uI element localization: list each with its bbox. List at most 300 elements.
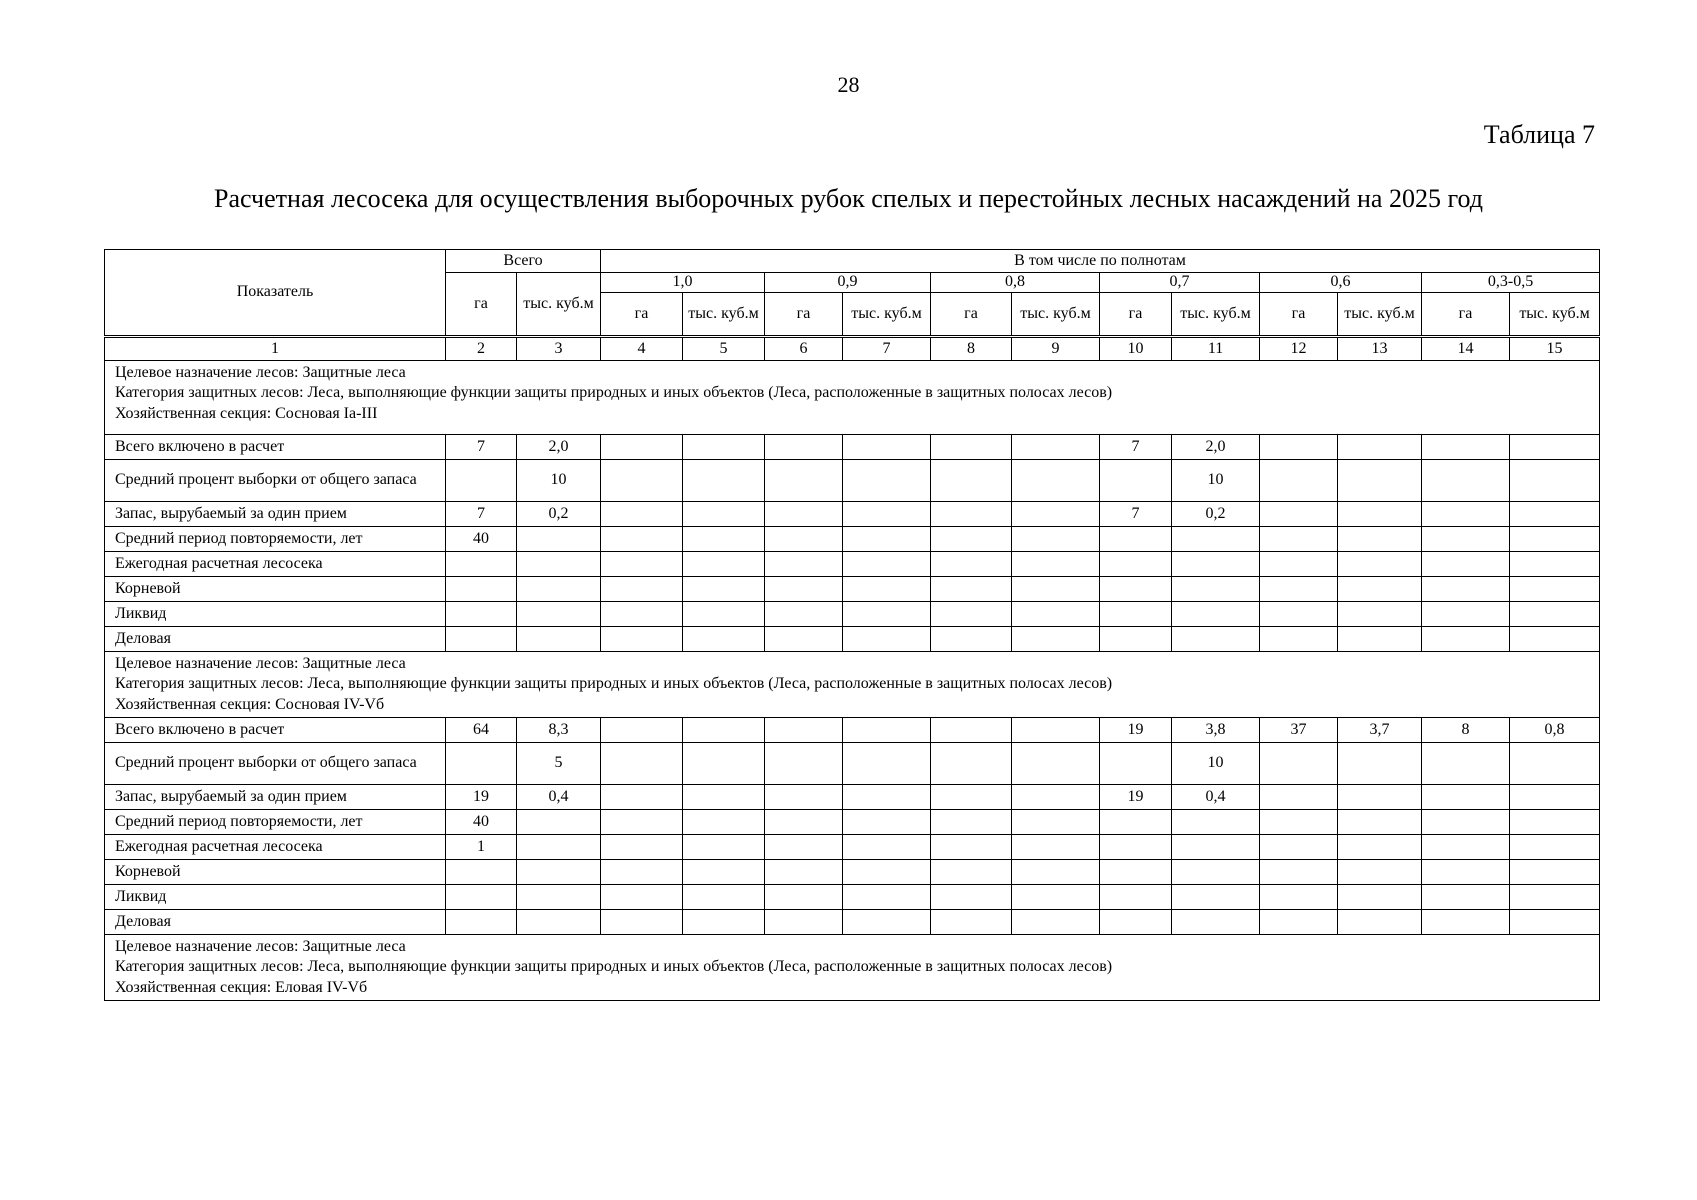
table-cell — [1338, 527, 1422, 552]
table-cell — [1422, 552, 1510, 577]
table-cell — [1422, 602, 1510, 627]
table-cell — [1012, 460, 1100, 502]
table-cell — [1510, 577, 1600, 602]
header-by-density: В том числе по полнотам — [601, 250, 1600, 273]
table-cell — [765, 910, 843, 935]
table-cell — [1510, 552, 1600, 577]
table-cell — [1260, 743, 1338, 785]
table-cell — [765, 435, 843, 460]
table-cell — [1172, 627, 1260, 652]
table-cell — [1422, 460, 1510, 502]
table-cell — [843, 527, 931, 552]
table-cell — [1172, 835, 1260, 860]
table-cell — [1422, 627, 1510, 652]
column-number-row — [105, 337, 1600, 361]
table-cell — [1422, 743, 1510, 785]
table-cell — [517, 527, 601, 552]
table-cell — [1422, 577, 1510, 602]
header-unit-ha: га — [765, 293, 843, 337]
table-cell — [517, 552, 601, 577]
column-number: 12 — [1260, 337, 1338, 361]
table-cell — [601, 910, 683, 935]
header-unit-volume: тыс. куб.м — [1012, 293, 1100, 337]
header-total-ha: га — [446, 273, 517, 337]
table-cell — [683, 718, 765, 743]
table-cell — [765, 835, 843, 860]
table-cell — [1260, 885, 1338, 910]
table-cell — [843, 743, 931, 785]
table-cell — [1338, 502, 1422, 527]
table-cell — [1510, 435, 1600, 460]
table-cell — [683, 552, 765, 577]
table-cell — [1012, 743, 1100, 785]
table-cell — [446, 460, 517, 502]
table-cell — [843, 835, 931, 860]
table-cell — [931, 910, 1012, 935]
table-cell — [931, 502, 1012, 527]
table-cell: 10 — [517, 460, 601, 502]
table-cell — [843, 810, 931, 835]
column-number: 10 — [1100, 337, 1172, 361]
table-cell — [517, 577, 601, 602]
table-cell — [601, 627, 683, 652]
table-cell — [843, 885, 931, 910]
table-cell — [683, 602, 765, 627]
table-cell — [683, 435, 765, 460]
table-cell — [843, 860, 931, 885]
section-line: Категория защитных лесов: Леса, выполняющие функции защиты природных и иных объектов (Леса, расположенные в защитных полосах лесов) — [115, 675, 1113, 693]
table-row — [105, 810, 1600, 835]
table-cell — [517, 860, 601, 885]
table-cell — [765, 602, 843, 627]
table-cell — [683, 785, 765, 810]
section-line: Целевое назначение лесов: Защитные леса — [115, 655, 406, 672]
table-cell — [601, 810, 683, 835]
header-unit-ha: га — [601, 293, 683, 337]
table-cell — [1338, 885, 1422, 910]
table-cell — [843, 577, 931, 602]
table-cell — [765, 718, 843, 743]
document-title: Расчетная лесосека для осуществления выборочных рубок спелых и перестойных лесных насаждений на 2025 год — [214, 184, 1483, 213]
table-cell — [931, 810, 1012, 835]
table-cell — [601, 885, 683, 910]
table-cell — [1012, 835, 1100, 860]
table-cell — [931, 577, 1012, 602]
table-cell — [1260, 552, 1338, 577]
header-density: 0,3-0,5 — [1422, 273, 1600, 293]
table-cell — [601, 552, 683, 577]
table-cell — [683, 502, 765, 527]
header-row-top — [105, 250, 1600, 273]
table-cell — [1100, 527, 1172, 552]
column-number: 14 — [1422, 337, 1510, 361]
table-cell — [1510, 860, 1600, 885]
table-cell — [1338, 602, 1422, 627]
table-cell — [843, 460, 931, 502]
table-cell: 8,3 — [517, 718, 601, 743]
table-cell — [931, 785, 1012, 810]
table-cell: 40 — [446, 527, 517, 552]
table-cell — [1260, 577, 1338, 602]
table-cell — [683, 627, 765, 652]
table-cell — [683, 860, 765, 885]
table-cell — [1012, 627, 1100, 652]
table-cell — [1100, 743, 1172, 785]
section-header-row — [105, 652, 1600, 718]
column-number: 15 — [1510, 337, 1600, 361]
row-label: Запас, вырубаемый за один прием — [105, 502, 446, 527]
table-row — [105, 602, 1600, 627]
table-cell — [517, 602, 601, 627]
table-cell — [1510, 743, 1600, 785]
section-header-row — [105, 361, 1600, 435]
table-cell — [1100, 910, 1172, 935]
table-cell — [1338, 860, 1422, 885]
table-cell — [931, 627, 1012, 652]
table-cell: 0,4 — [517, 785, 601, 810]
row-label: Средний период повторяемости, лет — [105, 527, 446, 552]
table-row — [105, 527, 1600, 552]
table-cell: 3,7 — [1338, 718, 1422, 743]
table-label: Таблица 7 — [1483, 120, 1595, 149]
table-cell — [931, 743, 1012, 785]
section-line: Категория защитных лесов: Леса, выполняющие функции защиты природных и иных объектов (Леса, расположенные в защитных полосах лесов) — [115, 958, 1113, 976]
table-row — [105, 460, 1600, 502]
header-total-volume: тыс. куб.м — [517, 273, 601, 337]
section-line: Целевое назначение лесов: Защитные леса — [115, 364, 406, 381]
table-cell: 64 — [446, 718, 517, 743]
table-cell: 7 — [446, 502, 517, 527]
table-cell — [765, 885, 843, 910]
table-cell — [1510, 527, 1600, 552]
table-cell: 10 — [1172, 460, 1260, 502]
table-cell — [1422, 835, 1510, 860]
table-cell — [1510, 502, 1600, 527]
table-cell: 2,0 — [517, 435, 601, 460]
column-number: 7 — [843, 337, 931, 361]
table-cell — [1260, 910, 1338, 935]
table-cell — [1338, 810, 1422, 835]
section-description — [105, 652, 1600, 718]
table-cell — [765, 810, 843, 835]
table-cell — [446, 910, 517, 935]
header-unit-volume: тыс. куб.м — [1510, 293, 1600, 337]
table-cell — [1338, 910, 1422, 935]
table-cell — [683, 460, 765, 502]
row-label: Корневой — [105, 577, 446, 602]
table-cell: 8 — [1422, 718, 1510, 743]
table-cell: 19 — [446, 785, 517, 810]
table-cell — [931, 602, 1012, 627]
table-cell: 19 — [1100, 785, 1172, 810]
table-cell — [931, 860, 1012, 885]
table-cell — [1012, 435, 1100, 460]
header-indicator: Показатель — [105, 250, 446, 337]
table-cell — [601, 527, 683, 552]
table-cell — [1100, 627, 1172, 652]
table-cell — [1172, 552, 1260, 577]
table-cell — [1100, 460, 1172, 502]
page-number: 28 — [837, 72, 860, 97]
table-cell — [765, 577, 843, 602]
row-label: Запас, вырубаемый за один прием — [105, 785, 446, 810]
table-cell: 10 — [1172, 743, 1260, 785]
table-cell: 37 — [1260, 718, 1338, 743]
table-cell — [683, 835, 765, 860]
table-cell: 0,8 — [1510, 718, 1600, 743]
table-cell — [931, 718, 1012, 743]
table-cell — [1012, 602, 1100, 627]
table-cell: 0,2 — [1172, 502, 1260, 527]
table-row — [105, 910, 1600, 935]
table-cell — [683, 743, 765, 785]
table-cell — [1510, 785, 1600, 810]
header-unit-ha: га — [1260, 293, 1338, 337]
table-cell — [1422, 810, 1510, 835]
table-cell — [931, 552, 1012, 577]
table-cell — [1172, 602, 1260, 627]
row-label: Корневой — [105, 860, 446, 885]
table-cell: 0,4 — [1172, 785, 1260, 810]
table-cell — [1012, 718, 1100, 743]
table-cell — [1260, 527, 1338, 552]
header-unit-volume: тыс. куб.м — [1338, 293, 1422, 337]
row-label: Деловая — [105, 627, 446, 652]
column-number: 5 — [683, 337, 765, 361]
row-label: Ежегодная расчетная лесосека — [105, 835, 446, 860]
header-unit-volume: тыс. куб.м — [683, 293, 765, 337]
table-cell — [1338, 627, 1422, 652]
table-row — [105, 627, 1600, 652]
table-cell — [1260, 835, 1338, 860]
table-cell: 3,8 — [1172, 718, 1260, 743]
table-cell — [683, 527, 765, 552]
table-cell: 40 — [446, 810, 517, 835]
row-label: Деловая — [105, 910, 446, 935]
table-cell — [1510, 885, 1600, 910]
table-cell — [765, 785, 843, 810]
table-cell — [1100, 810, 1172, 835]
table-cell — [683, 910, 765, 935]
table-row — [105, 435, 1600, 460]
table-cell — [1012, 885, 1100, 910]
section-line: Хозяйственная секция: Сосновая Ia-III — [115, 404, 378, 422]
row-label: Ликвид — [105, 602, 446, 627]
table-row — [105, 577, 1600, 602]
table-cell — [843, 435, 931, 460]
table-cell — [765, 527, 843, 552]
table-cell: 19 — [1100, 718, 1172, 743]
table-cell — [683, 577, 765, 602]
table-cell: 2,0 — [1172, 435, 1260, 460]
table-row — [105, 743, 1600, 785]
table-row — [105, 502, 1600, 527]
table-cell — [1338, 785, 1422, 810]
table-cell — [1012, 552, 1100, 577]
table-cell — [1422, 910, 1510, 935]
table-cell — [765, 627, 843, 652]
column-number: 1 — [105, 337, 446, 361]
table-cell — [843, 502, 931, 527]
table-cell — [601, 718, 683, 743]
section-line: Целевое назначение лесов: Защитные леса — [115, 938, 406, 955]
row-label: Ликвид — [105, 885, 446, 910]
table-cell — [1260, 627, 1338, 652]
column-number: 6 — [765, 337, 843, 361]
table-cell — [843, 910, 931, 935]
column-number: 2 — [446, 337, 517, 361]
table-cell — [765, 743, 843, 785]
table-cell — [1172, 810, 1260, 835]
table-cell — [1172, 527, 1260, 552]
table-cell — [1338, 743, 1422, 785]
table-cell — [1100, 552, 1172, 577]
table-cell — [1260, 460, 1338, 502]
table-cell — [1012, 810, 1100, 835]
table-row — [105, 552, 1600, 577]
section-line: Хозяйственная секция: Еловая IV-Vб — [115, 978, 368, 996]
table-cell — [1100, 602, 1172, 627]
column-number: 3 — [517, 337, 601, 361]
table-cell: 7 — [446, 435, 517, 460]
table-row — [105, 885, 1600, 910]
table-cell — [1338, 552, 1422, 577]
table-cell: 7 — [1100, 435, 1172, 460]
table-cell — [843, 785, 931, 810]
row-label: Средний период повторяемости, лет — [105, 810, 446, 835]
cutting-area-table — [104, 249, 1600, 1001]
column-number: 9 — [1012, 337, 1100, 361]
table-cell — [1100, 577, 1172, 602]
table-cell — [1012, 785, 1100, 810]
table-cell — [1422, 885, 1510, 910]
table-cell — [931, 460, 1012, 502]
column-number: 8 — [931, 337, 1012, 361]
table-cell — [601, 602, 683, 627]
header-total: Всего — [446, 250, 601, 273]
table-cell — [1338, 835, 1422, 860]
table-cell — [1260, 435, 1338, 460]
table-cell — [446, 885, 517, 910]
header-unit-volume: тыс. куб.м — [843, 293, 931, 337]
table-cell: 7 — [1100, 502, 1172, 527]
table-cell — [517, 627, 601, 652]
row-label: Всего включено в расчет — [105, 435, 446, 460]
header-unit-ha: га — [1100, 293, 1172, 337]
row-label: Средний процент выборки от общего запаса — [105, 743, 446, 785]
header-density: 0,6 — [1260, 273, 1422, 293]
table-cell — [1012, 502, 1100, 527]
table-cell — [1338, 577, 1422, 602]
table-cell — [1172, 910, 1260, 935]
table-cell — [1012, 860, 1100, 885]
table-cell — [1510, 460, 1600, 502]
table-cell — [765, 552, 843, 577]
table-cell — [931, 835, 1012, 860]
table-cell — [931, 885, 1012, 910]
table-cell — [601, 835, 683, 860]
table-cell — [1338, 460, 1422, 502]
table-cell — [517, 835, 601, 860]
table-cell — [446, 743, 517, 785]
table-cell — [1012, 910, 1100, 935]
table-cell — [765, 860, 843, 885]
table-cell — [1422, 527, 1510, 552]
table-cell — [601, 460, 683, 502]
table-cell — [517, 810, 601, 835]
header-unit-ha: га — [931, 293, 1012, 337]
table-cell — [1422, 502, 1510, 527]
table-cell — [601, 435, 683, 460]
table-cell: 1 — [446, 835, 517, 860]
table-cell — [1172, 860, 1260, 885]
table-cell — [765, 502, 843, 527]
table-cell — [1260, 602, 1338, 627]
header-density: 1,0 — [601, 273, 765, 293]
table-cell — [683, 810, 765, 835]
table-row — [105, 860, 1600, 885]
table-cell — [1100, 835, 1172, 860]
header-unit-ha: га — [1422, 293, 1510, 337]
column-number: 11 — [1172, 337, 1260, 361]
table-cell — [1012, 527, 1100, 552]
section-description — [105, 935, 1600, 1001]
table-cell — [843, 552, 931, 577]
table-cell — [1510, 910, 1600, 935]
column-number: 13 — [1338, 337, 1422, 361]
table-row — [105, 835, 1600, 860]
table-cell — [446, 577, 517, 602]
table-cell — [1338, 435, 1422, 460]
table-cell — [446, 860, 517, 885]
table-cell: 0,2 — [517, 502, 601, 527]
table-cell: 5 — [517, 743, 601, 785]
table-cell — [601, 577, 683, 602]
table-cell — [1260, 785, 1338, 810]
header-density: 0,9 — [765, 273, 931, 293]
table-cell — [843, 718, 931, 743]
table-cell — [517, 885, 601, 910]
table-cell — [1100, 860, 1172, 885]
table-cell — [931, 527, 1012, 552]
header-unit-volume: тыс. куб.м — [1172, 293, 1260, 337]
header-density: 0,7 — [1100, 273, 1260, 293]
table-cell — [1260, 810, 1338, 835]
table-cell — [1510, 602, 1600, 627]
table-cell — [446, 627, 517, 652]
table-cell — [1510, 627, 1600, 652]
row-label: Всего включено в расчет — [105, 718, 446, 743]
header-density: 0,8 — [931, 273, 1100, 293]
table-row — [105, 718, 1600, 743]
table-cell — [1100, 885, 1172, 910]
table-cell — [1510, 810, 1600, 835]
table-cell — [1260, 860, 1338, 885]
table-cell — [517, 910, 601, 935]
table-cell — [601, 785, 683, 810]
table-cell — [843, 602, 931, 627]
row-label: Средний процент выборки от общего запаса — [105, 460, 446, 502]
table-cell — [601, 502, 683, 527]
table-cell — [1260, 502, 1338, 527]
table-cell — [1422, 860, 1510, 885]
table-cell — [1510, 835, 1600, 860]
table-cell — [1012, 577, 1100, 602]
table-cell — [1172, 577, 1260, 602]
section-line: Категория защитных лесов: Леса, выполняющие функции защиты природных и иных объектов (Леса, расположенные в защитных полосах лесов) — [115, 384, 1113, 402]
section-description — [105, 361, 1600, 435]
table-cell — [1422, 435, 1510, 460]
